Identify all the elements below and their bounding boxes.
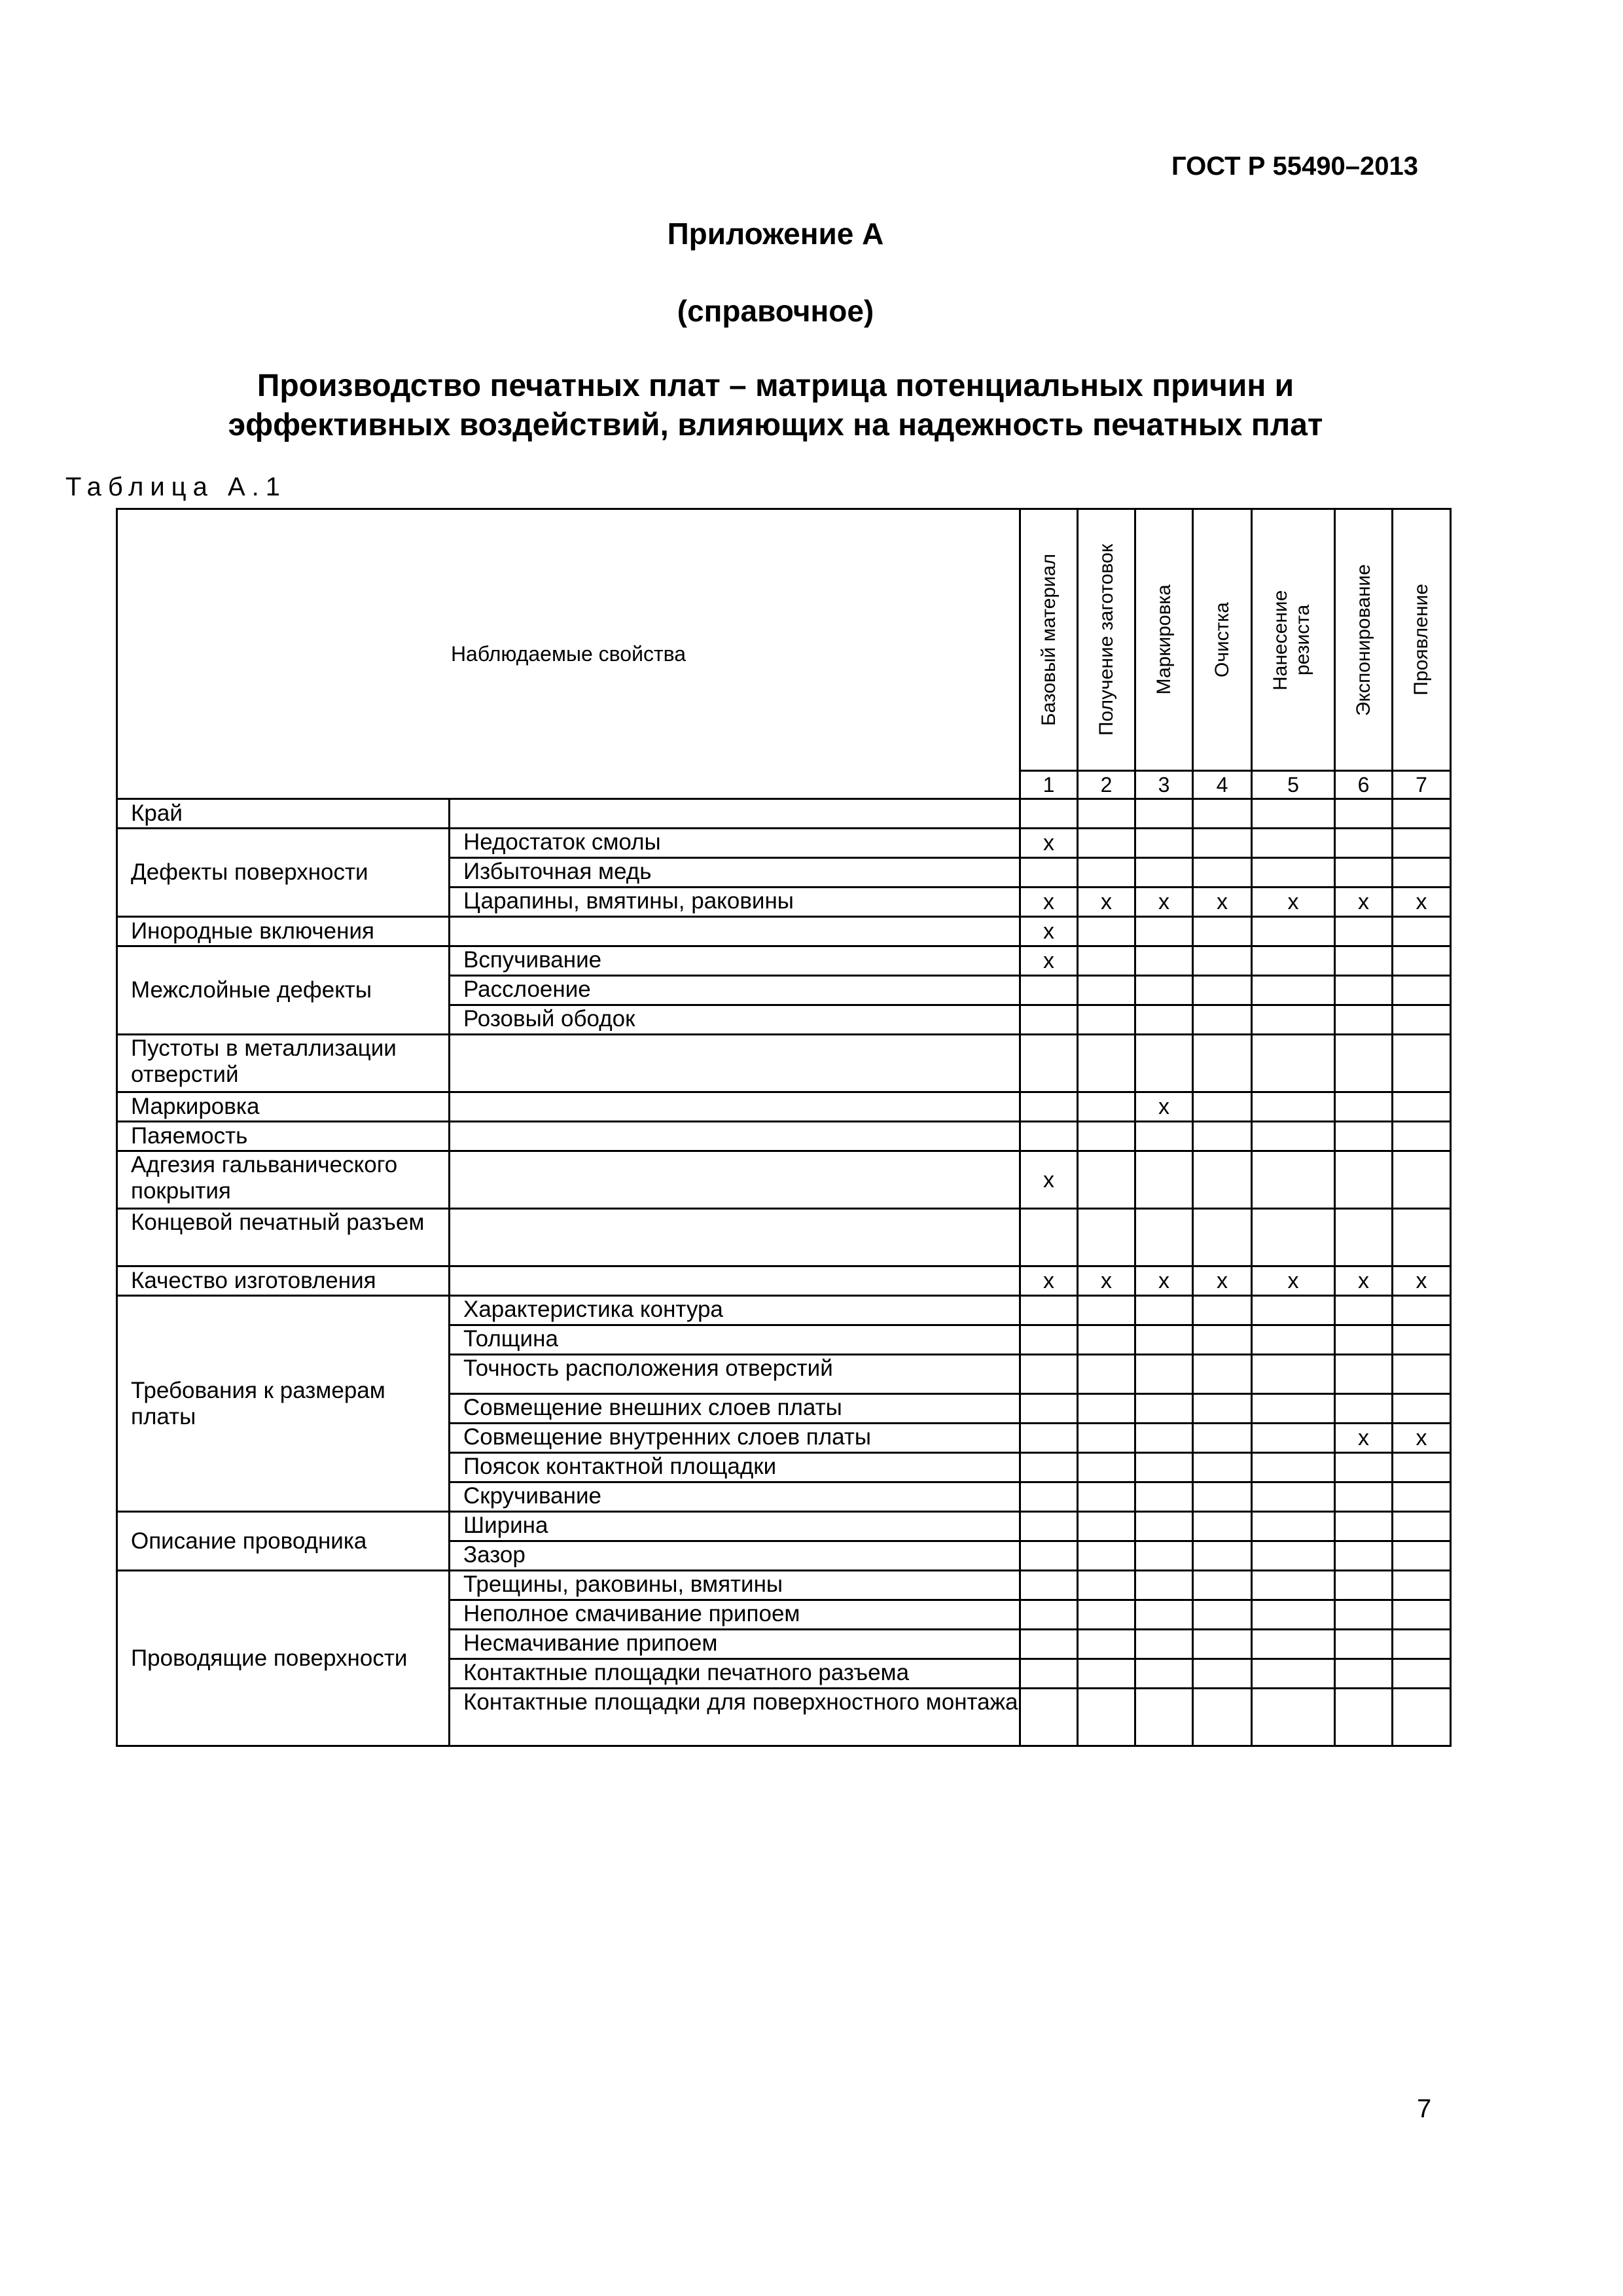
cause-mark bbox=[1393, 1005, 1451, 1035]
cause-mark bbox=[1078, 1005, 1135, 1035]
cause-mark bbox=[1335, 1355, 1393, 1394]
property-detail bbox=[450, 917, 1020, 946]
cause-mark bbox=[1393, 1122, 1451, 1151]
cause-mark bbox=[1135, 976, 1193, 1005]
cause-mark: x bbox=[1020, 946, 1078, 976]
cause-mark bbox=[1078, 1092, 1135, 1122]
cause-mark bbox=[1252, 1541, 1335, 1571]
page-number: 7 bbox=[1417, 2094, 1432, 2123]
property-detail bbox=[450, 1092, 1020, 1122]
cause-mark bbox=[1078, 1355, 1135, 1394]
cause-mark bbox=[1135, 1453, 1193, 1482]
cause-mark bbox=[1252, 1209, 1335, 1266]
column-number: 5 bbox=[1252, 771, 1335, 799]
cause-mark bbox=[1020, 1453, 1078, 1482]
column-number: 3 bbox=[1135, 771, 1193, 799]
cause-mark bbox=[1135, 1424, 1193, 1453]
cause-mark bbox=[1252, 1296, 1335, 1325]
table-row bbox=[117, 1512, 1451, 1541]
table-row bbox=[117, 946, 1451, 976]
column-header-label: Получение заготовок bbox=[1095, 544, 1117, 736]
property-detail bbox=[450, 1122, 1020, 1151]
observed-property: Требования к размерам платы bbox=[117, 1296, 450, 1512]
property-detail: Трещины, раковины, вмятины bbox=[450, 1571, 1020, 1600]
column-header-label: Очистка bbox=[1211, 602, 1233, 677]
cause-mark bbox=[1335, 1296, 1393, 1325]
cause-mark bbox=[1335, 1394, 1393, 1424]
cause-mark bbox=[1020, 1035, 1078, 1092]
cause-mark bbox=[1393, 976, 1451, 1005]
cause-mark bbox=[1193, 1122, 1252, 1151]
observed-property: Маркировка bbox=[117, 1092, 450, 1122]
cause-mark bbox=[1252, 1035, 1335, 1092]
cause-mark bbox=[1393, 1512, 1451, 1541]
property-detail: Расслоение bbox=[450, 976, 1020, 1005]
cause-mark bbox=[1020, 1512, 1078, 1541]
cause-mark bbox=[1393, 1571, 1451, 1600]
observed-property: Качество изготовления bbox=[117, 1266, 450, 1296]
cause-mark bbox=[1335, 1689, 1393, 1746]
cause-mark bbox=[1252, 1630, 1335, 1659]
cause-mark bbox=[1335, 1453, 1393, 1482]
cause-mark bbox=[1193, 1659, 1252, 1689]
cause-mark bbox=[1335, 1035, 1393, 1092]
cause-mark: x bbox=[1393, 1266, 1451, 1296]
cause-mark bbox=[1193, 1325, 1252, 1355]
property-detail: Характеристика контура bbox=[450, 1296, 1020, 1325]
property-detail bbox=[450, 1151, 1020, 1209]
cause-mark bbox=[1078, 1630, 1135, 1659]
cause-mark bbox=[1193, 1035, 1252, 1092]
document-title-line-1: Производство печатных плат – матрица потенциальных причин и bbox=[257, 368, 1294, 403]
property-detail: Неполное смачивание припоем bbox=[450, 1600, 1020, 1630]
property-detail: Ширина bbox=[450, 1512, 1020, 1541]
cause-mark bbox=[1393, 829, 1451, 858]
cause-mark bbox=[1393, 1092, 1451, 1122]
cause-mark bbox=[1393, 858, 1451, 888]
cause-mark: x bbox=[1135, 1266, 1193, 1296]
cause-mark bbox=[1335, 1209, 1393, 1266]
cause-mark: x bbox=[1078, 1266, 1135, 1296]
cause-mark bbox=[1135, 1035, 1193, 1092]
cause-mark bbox=[1393, 1151, 1451, 1209]
cause-mark: x bbox=[1193, 888, 1252, 917]
cause-mark bbox=[1335, 1630, 1393, 1659]
cause-mark bbox=[1078, 976, 1135, 1005]
cause-mark bbox=[1020, 1600, 1078, 1630]
cause-mark bbox=[1335, 1092, 1393, 1122]
column-header-7 bbox=[1393, 509, 1451, 771]
header-observed-properties: Наблюдаемые свойства bbox=[117, 509, 1020, 799]
cause-mark bbox=[1020, 1355, 1078, 1394]
cause-mark bbox=[1020, 799, 1078, 829]
cause-mark: x bbox=[1020, 1266, 1078, 1296]
table-row bbox=[117, 917, 1451, 946]
column-header-6 bbox=[1335, 509, 1393, 771]
cause-mark bbox=[1193, 1689, 1252, 1746]
cause-mark bbox=[1252, 946, 1335, 976]
property-detail: Недостаток смолы bbox=[450, 829, 1020, 858]
table-row bbox=[117, 1151, 1451, 1209]
observed-property: Адгезия гальванического покрытия bbox=[117, 1151, 450, 1209]
cause-mark bbox=[1193, 799, 1252, 829]
cause-mark bbox=[1193, 976, 1252, 1005]
table-row bbox=[117, 1092, 1451, 1122]
cause-mark bbox=[1335, 1325, 1393, 1355]
property-detail: Контактные площадки печатного разъема bbox=[450, 1659, 1020, 1689]
cause-mark bbox=[1252, 1092, 1335, 1122]
cause-mark: x bbox=[1252, 888, 1335, 917]
column-number: 4 bbox=[1193, 771, 1252, 799]
cause-mark bbox=[1252, 1394, 1335, 1424]
cause-mark bbox=[1135, 917, 1193, 946]
observed-property: Паяемость bbox=[117, 1122, 450, 1151]
observed-property: Край bbox=[117, 799, 450, 829]
observed-property: Концевой печатный разъем bbox=[117, 1209, 450, 1266]
cause-mark bbox=[1078, 829, 1135, 858]
column-header-3 bbox=[1135, 509, 1193, 771]
cause-mark bbox=[1393, 799, 1451, 829]
cause-mark bbox=[1193, 1394, 1252, 1424]
cause-mark bbox=[1252, 1355, 1335, 1394]
cause-mark bbox=[1020, 1122, 1078, 1151]
property-detail: Совмещение внешних слоев платы bbox=[450, 1394, 1020, 1424]
cause-mark bbox=[1393, 1035, 1451, 1092]
cause-mark bbox=[1020, 976, 1078, 1005]
cause-mark bbox=[1078, 1600, 1135, 1630]
cause-mark bbox=[1393, 1659, 1451, 1689]
cause-mark bbox=[1252, 976, 1335, 1005]
cause-mark bbox=[1393, 1482, 1451, 1512]
cause-mark bbox=[1078, 799, 1135, 829]
cause-mark bbox=[1135, 1005, 1193, 1035]
property-detail: Скручивание bbox=[450, 1482, 1020, 1512]
cause-mark bbox=[1078, 1482, 1135, 1512]
cause-mark bbox=[1335, 1151, 1393, 1209]
cause-mark: x bbox=[1135, 888, 1193, 917]
cause-mark bbox=[1020, 1424, 1078, 1453]
cause-mark bbox=[1193, 858, 1252, 888]
property-detail: Избыточная медь bbox=[450, 858, 1020, 888]
cause-mark bbox=[1193, 1512, 1252, 1541]
cause-mark bbox=[1193, 1092, 1252, 1122]
cause-mark bbox=[1135, 1355, 1193, 1394]
reliability-matrix-table bbox=[116, 508, 1452, 1747]
observed-property: Дефекты поверхности bbox=[117, 829, 450, 917]
cause-mark bbox=[1135, 1659, 1193, 1689]
cause-mark: x bbox=[1193, 1266, 1252, 1296]
cause-mark: x bbox=[1020, 888, 1078, 917]
column-header-2 bbox=[1078, 509, 1135, 771]
cause-mark bbox=[1078, 1035, 1135, 1092]
column-header-label: Маркировка bbox=[1152, 584, 1175, 695]
column-header-label: Нанесение резиста bbox=[1270, 589, 1313, 691]
cause-mark bbox=[1135, 1689, 1193, 1746]
cause-mark bbox=[1193, 1151, 1252, 1209]
property-detail bbox=[450, 799, 1020, 829]
cause-mark bbox=[1193, 829, 1252, 858]
property-detail bbox=[450, 1266, 1020, 1296]
cause-mark bbox=[1193, 1355, 1252, 1394]
cause-mark bbox=[1193, 1600, 1252, 1630]
cause-mark bbox=[1020, 1209, 1078, 1266]
cause-mark: x bbox=[1335, 888, 1393, 917]
column-header-1 bbox=[1020, 509, 1078, 771]
observed-property: Описание проводника bbox=[117, 1512, 450, 1571]
observed-property: Проводящие поверхности bbox=[117, 1571, 450, 1746]
cause-mark bbox=[1135, 1394, 1193, 1424]
cause-mark bbox=[1135, 1512, 1193, 1541]
cause-mark bbox=[1135, 1325, 1193, 1355]
property-detail: Точность расположения отверстий bbox=[450, 1355, 1020, 1394]
cause-mark bbox=[1078, 1394, 1135, 1424]
cause-mark bbox=[1078, 1151, 1135, 1209]
column-header-label: Экспонирование bbox=[1352, 564, 1374, 716]
cause-mark bbox=[1078, 1453, 1135, 1482]
cause-mark bbox=[1252, 1424, 1335, 1453]
cause-mark bbox=[1393, 917, 1451, 946]
cause-mark bbox=[1335, 1571, 1393, 1600]
cause-mark bbox=[1020, 1296, 1078, 1325]
cause-mark bbox=[1020, 1482, 1078, 1512]
property-detail: Несмачивание припоем bbox=[450, 1630, 1020, 1659]
cause-mark bbox=[1135, 1600, 1193, 1630]
cause-mark bbox=[1135, 1122, 1193, 1151]
cause-mark bbox=[1078, 1571, 1135, 1600]
cause-mark bbox=[1393, 1325, 1451, 1355]
cause-mark bbox=[1135, 1151, 1193, 1209]
cause-mark bbox=[1335, 946, 1393, 976]
cause-mark: x bbox=[1135, 1092, 1193, 1122]
property-detail bbox=[450, 1035, 1020, 1092]
standard-designation: ГОСТ Р 55490–2013 bbox=[1171, 152, 1418, 181]
cause-mark bbox=[1335, 1600, 1393, 1630]
cause-mark bbox=[1020, 1394, 1078, 1424]
cause-mark bbox=[1078, 1512, 1135, 1541]
cause-mark bbox=[1135, 1571, 1193, 1600]
cause-mark bbox=[1193, 946, 1252, 976]
cause-mark: x bbox=[1335, 1424, 1393, 1453]
cause-mark bbox=[1252, 1600, 1335, 1630]
cause-mark bbox=[1020, 1659, 1078, 1689]
property-detail bbox=[450, 1209, 1020, 1266]
column-header-label: Базовый материал bbox=[1037, 553, 1060, 726]
table-row bbox=[117, 799, 1451, 829]
cause-mark: x bbox=[1020, 917, 1078, 946]
cause-mark bbox=[1078, 1296, 1135, 1325]
cause-mark: x bbox=[1393, 888, 1451, 917]
cause-mark bbox=[1078, 1209, 1135, 1266]
cause-mark bbox=[1393, 1355, 1451, 1394]
property-detail: Зазор bbox=[450, 1541, 1020, 1571]
cause-mark bbox=[1252, 829, 1335, 858]
table-row bbox=[117, 1296, 1451, 1325]
cause-mark bbox=[1252, 1005, 1335, 1035]
cause-mark bbox=[1135, 946, 1193, 976]
cause-mark bbox=[1135, 1296, 1193, 1325]
property-detail: Поясок контактной площадки bbox=[450, 1453, 1020, 1482]
cause-mark bbox=[1393, 1689, 1451, 1746]
cause-mark bbox=[1078, 858, 1135, 888]
cause-mark bbox=[1393, 1453, 1451, 1482]
observed-property: Инородные включения bbox=[117, 917, 450, 946]
cause-mark: x bbox=[1078, 888, 1135, 917]
cause-mark bbox=[1020, 1325, 1078, 1355]
cause-mark bbox=[1335, 1541, 1393, 1571]
table-row bbox=[117, 829, 1451, 858]
cause-mark bbox=[1252, 1689, 1335, 1746]
cause-mark bbox=[1393, 1541, 1451, 1571]
cause-mark: x bbox=[1252, 1266, 1335, 1296]
cause-mark: x bbox=[1020, 1151, 1078, 1209]
cause-mark bbox=[1193, 917, 1252, 946]
cause-mark bbox=[1335, 829, 1393, 858]
cause-mark bbox=[1193, 1453, 1252, 1482]
cause-mark bbox=[1135, 1630, 1193, 1659]
cause-mark bbox=[1193, 1424, 1252, 1453]
cause-mark: x bbox=[1335, 1266, 1393, 1296]
cause-mark bbox=[1393, 1209, 1451, 1266]
cause-mark bbox=[1252, 1122, 1335, 1151]
cause-mark bbox=[1252, 1571, 1335, 1600]
cause-mark bbox=[1078, 917, 1135, 946]
cause-mark bbox=[1252, 858, 1335, 888]
cause-mark bbox=[1335, 858, 1393, 888]
property-detail: Розовый ободок bbox=[450, 1005, 1020, 1035]
cause-mark bbox=[1078, 1424, 1135, 1453]
cause-mark bbox=[1020, 1689, 1078, 1746]
cause-mark bbox=[1252, 917, 1335, 946]
cause-mark bbox=[1135, 1541, 1193, 1571]
document-title bbox=[0, 367, 1551, 445]
property-detail: Царапины, вмятины, раковины bbox=[450, 888, 1020, 917]
observed-property: Пустоты в металлизации отверстий bbox=[117, 1035, 450, 1092]
property-detail: Контактные площадки для поверхностного монтажа bbox=[450, 1689, 1020, 1746]
annex-type: (справочное) bbox=[677, 294, 874, 328]
cause-mark bbox=[1335, 1659, 1393, 1689]
cause-mark bbox=[1193, 1482, 1252, 1512]
cause-mark bbox=[1335, 1122, 1393, 1151]
cause-mark bbox=[1135, 829, 1193, 858]
table-row bbox=[117, 1571, 1451, 1600]
cause-mark bbox=[1393, 946, 1451, 976]
cause-mark bbox=[1393, 1394, 1451, 1424]
cause-mark bbox=[1252, 1325, 1335, 1355]
cause-mark bbox=[1078, 1122, 1135, 1151]
table-row bbox=[117, 1035, 1451, 1092]
annex-title: Приложение А bbox=[667, 217, 884, 251]
column-header-5 bbox=[1252, 509, 1335, 771]
cause-mark bbox=[1193, 1296, 1252, 1325]
column-header-label: Проявление bbox=[1410, 584, 1432, 696]
cause-mark bbox=[1135, 1209, 1193, 1266]
property-detail: Вспучивание bbox=[450, 946, 1020, 976]
cause-mark bbox=[1135, 858, 1193, 888]
table-label: Таблица А.1 bbox=[65, 473, 287, 501]
cause-mark bbox=[1252, 1151, 1335, 1209]
cause-mark bbox=[1335, 1512, 1393, 1541]
cause-mark bbox=[1020, 858, 1078, 888]
cause-mark bbox=[1020, 1005, 1078, 1035]
column-header-4 bbox=[1193, 509, 1252, 771]
table-row bbox=[117, 1266, 1451, 1296]
cause-mark bbox=[1393, 1630, 1451, 1659]
cause-mark bbox=[1335, 1005, 1393, 1035]
cause-mark bbox=[1020, 1541, 1078, 1571]
observed-property: Межслойные дефекты bbox=[117, 946, 450, 1035]
document-title-line-2: эффективных воздействий, влияющих на надежность печатных плат bbox=[228, 408, 1323, 442]
cause-mark bbox=[1393, 1296, 1451, 1325]
cause-mark bbox=[1078, 946, 1135, 976]
cause-mark bbox=[1078, 1325, 1135, 1355]
cause-mark bbox=[1020, 1630, 1078, 1659]
property-detail: Совмещение внутренних слоев платы bbox=[450, 1424, 1020, 1453]
cause-mark bbox=[1335, 917, 1393, 946]
cause-mark bbox=[1135, 1482, 1193, 1512]
cause-mark bbox=[1193, 1571, 1252, 1600]
cause-mark bbox=[1020, 1571, 1078, 1600]
cause-mark: x bbox=[1393, 1424, 1451, 1453]
cause-mark bbox=[1335, 1482, 1393, 1512]
cause-mark bbox=[1252, 1512, 1335, 1541]
property-detail: Толщина bbox=[450, 1325, 1020, 1355]
cause-mark bbox=[1252, 1453, 1335, 1482]
cause-mark bbox=[1193, 1209, 1252, 1266]
table-row bbox=[117, 1122, 1451, 1151]
cause-mark bbox=[1252, 1659, 1335, 1689]
cause-mark bbox=[1335, 799, 1393, 829]
column-number: 7 bbox=[1393, 771, 1451, 799]
cause-mark bbox=[1252, 1482, 1335, 1512]
column-number: 2 bbox=[1078, 771, 1135, 799]
cause-mark bbox=[1020, 1092, 1078, 1122]
cause-mark bbox=[1078, 1659, 1135, 1689]
cause-mark bbox=[1078, 1541, 1135, 1571]
column-number: 6 bbox=[1335, 771, 1393, 799]
cause-mark bbox=[1078, 1689, 1135, 1746]
table-row bbox=[117, 1209, 1451, 1266]
cause-mark bbox=[1193, 1541, 1252, 1571]
cause-mark bbox=[1335, 976, 1393, 1005]
cause-mark bbox=[1135, 799, 1193, 829]
cause-mark bbox=[1193, 1630, 1252, 1659]
cause-mark bbox=[1393, 1600, 1451, 1630]
cause-mark: x bbox=[1020, 829, 1078, 858]
cause-mark bbox=[1252, 799, 1335, 829]
cause-mark bbox=[1193, 1005, 1252, 1035]
column-number: 1 bbox=[1020, 771, 1078, 799]
